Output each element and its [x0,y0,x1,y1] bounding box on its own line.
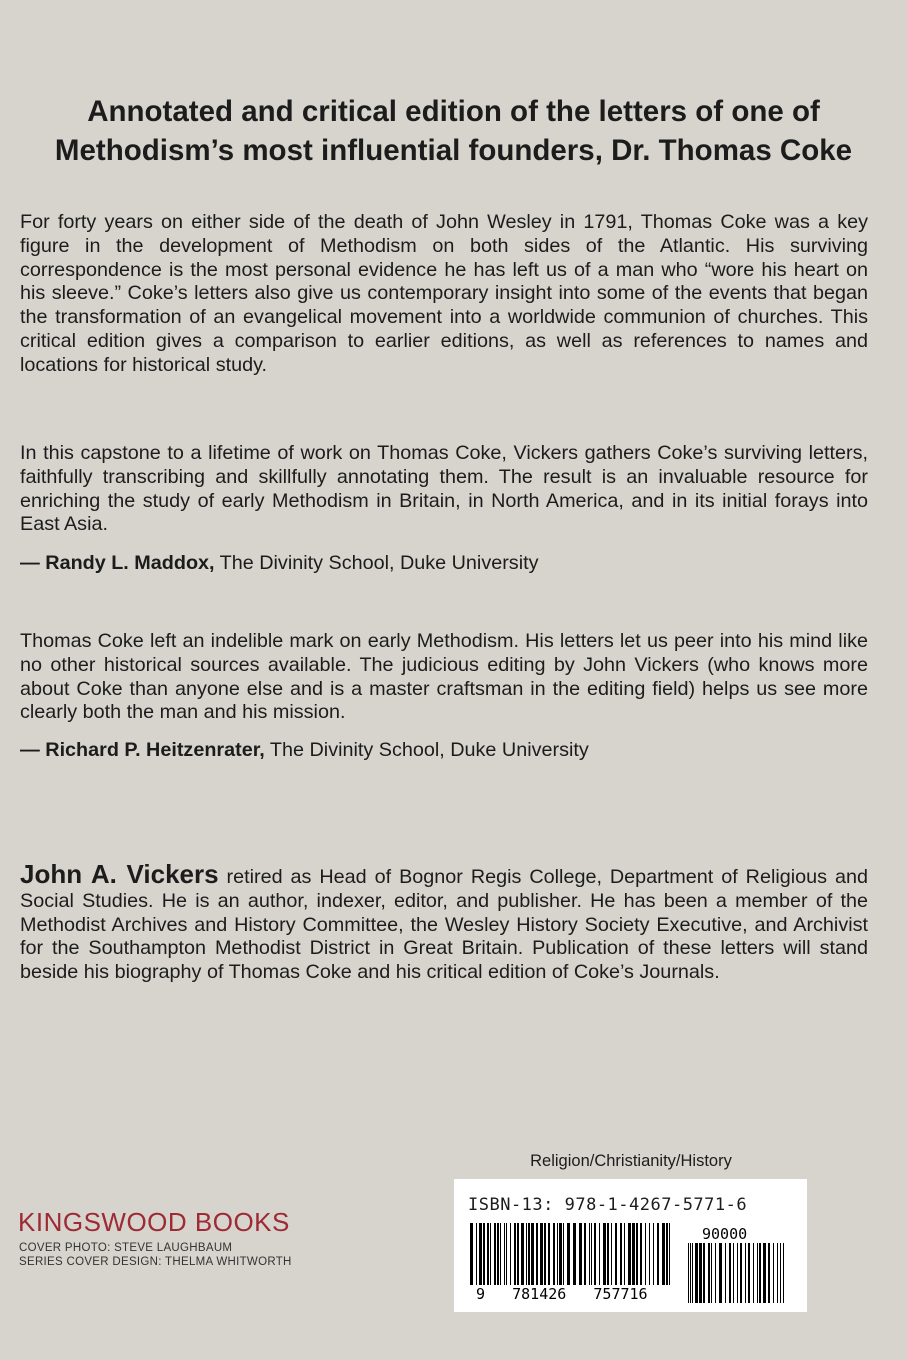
barcode-bar [729,1243,731,1303]
barcode-bar [557,1223,558,1285]
barcode-bar [653,1223,654,1285]
barcode-bar [553,1223,555,1285]
endorsement-attribution-2 [20,738,880,762]
barcode-bar [607,1223,609,1285]
barcode-bar [636,1223,638,1285]
headline [20,92,887,170]
barcode-bar [737,1243,738,1303]
barcode-bar [768,1243,770,1303]
barcode-bar [711,1243,712,1303]
barcode-bar [692,1243,693,1303]
headline-line-2: Methodism’s most influential founders, Dr. Thomas Coke [54,134,853,167]
barcode-bar [780,1243,781,1303]
barcode-bar [666,1223,668,1285]
barcode-bar [773,1243,774,1303]
barcode-bar [544,1223,546,1285]
barcode-bar [703,1243,705,1303]
barcode-bar [497,1223,499,1285]
barcode-bar [699,1243,702,1303]
barcode-bar [510,1223,511,1285]
barcode-bar [591,1223,592,1285]
barcode-bar [688,1243,689,1303]
headline-line-1: Annotated and critical edition of the letters of one of [87,95,820,128]
endorser-name-1: — Randy L. Maddox, [20,552,215,574]
endorser-affiliation-1: The Divinity School, Duke University [214,552,539,574]
cover-photo-credit: COVER PHOTO: STEVE LAUGHBAUM [19,1242,233,1254]
barcode-bar [777,1243,778,1303]
price-code: 90000 [702,1225,748,1243]
barcode-bar [599,1223,600,1285]
barcode-bar [540,1223,543,1285]
main-barcode-bars [470,1223,670,1285]
author-bio [20,859,868,985]
barcode-bar [559,1223,562,1285]
barcode-bar [748,1243,750,1303]
barcode-bar [745,1243,746,1303]
barcode-bar [479,1223,482,1285]
barcode-bar [757,1243,758,1303]
barcode-bar [589,1223,590,1285]
barcode-bar [708,1243,710,1303]
barcode-bar [494,1223,496,1285]
barcode-bar [526,1223,527,1285]
barcode-bar [476,1223,477,1285]
description-paragraph: For forty years on either side of the death of John Wesley in 1791, Thomas Coke was a key figure in the development of Methodism on both sides of the Atlantic. His surviving correspondence is the most personal evidence he has left us of a man who “wore his heart on his sleeve.” Coke’s letters also give us contemporary insight into some of the events that began the transformation of an evangelical movement into a worldwide communion of churches. This critical edition gives a comparison to earlier editions, as well as references to names and locations for historical study. [20,211,868,376]
barcode-bar [500,1223,501,1285]
barcode-bar [490,1223,491,1285]
barcode-bar [521,1223,524,1285]
barcode-bar [695,1243,698,1303]
publisher-name: KINGSWOOD BOOKS [18,1207,290,1237]
barcode-bar [531,1223,534,1285]
barcode-bar [763,1243,766,1303]
author-bio-text: retired as Head of Bognor Regis College, Department of Religious and Social Studies. He is an author, indexer, editor, and publisher. He has been a member of the Methodist Archives and History Committee, the Wesley History Society Executive, and Archivist for the Southampton Methodist District in Great Britain. Publication of these letters will stand beside his biography of Thomas Coke and his critical edition of Coke’s Journals. [20,866,868,984]
barcode-bar [579,1223,582,1285]
category-label: Religion/Christianity/History [530,1152,732,1170]
barcode-bar [528,1223,530,1285]
barcode-bar [615,1223,617,1285]
barcode-bar [594,1223,596,1285]
endorser-affiliation-2: The Divinity School, Duke University [264,739,589,761]
barcode-box [454,1179,807,1312]
barcode-bar [620,1223,622,1285]
barcode-bar [517,1223,519,1285]
barcode-bar [584,1223,586,1285]
endorsement-quote-2: Thomas Coke left an indelible mark on early Methodism. His letters let us peer into his mind like no other historical sources available. The judicious editing by John Vickers (who knows more about Coke than anyone else and is a master craftsman in the editing field) helps us see more clearly both the man and his mission. [20,630,868,724]
barcode-bar [690,1243,691,1303]
barcode-bar [662,1223,665,1285]
barcode-bar [753,1243,754,1303]
barcode-bar [603,1223,606,1285]
barcode-bar [649,1223,650,1285]
barcode-bar [783,1243,784,1303]
author-name: John A. Vickers [20,859,219,889]
barcode-bar [740,1243,742,1303]
barcode-bar [628,1223,631,1285]
barcode-bar [725,1243,726,1303]
barcode-bar [548,1223,550,1285]
barcode-bar [504,1223,505,1285]
endorser-name-2: — Richard P. Heitzenrater, [20,739,265,761]
barcode-bar [573,1223,576,1285]
barcode-bar [719,1243,722,1303]
barcode-bar [759,1243,761,1303]
barcode-bar [640,1223,642,1285]
addon-barcode-bars [688,1243,784,1303]
barcode-digits: 9 781426 757716 [476,1285,648,1303]
barcode-bar [514,1223,516,1285]
endorsement-quote-1: In this capstone to a lifetime of work on Thomas Coke, Vickers gathers Coke’s surviving letters, faithfully transcribing and skillfully annotating them. The result is an invaluable resource for enriching the study of early Methodism in Britain, in North America, and in its initial forays into East Asia. [20,442,868,536]
barcode-bar [487,1223,489,1285]
barcode-bar [506,1223,507,1285]
endorsement-attribution-1 [20,551,880,575]
barcode-bar [624,1223,625,1285]
barcode-bar [632,1223,635,1285]
barcode-bar [483,1223,485,1285]
barcode-bar [657,1223,659,1285]
barcode-bar [567,1223,570,1285]
isbn-label: ISBN-13: 978-1-4267-5771-6 [468,1195,748,1215]
barcode-bar [536,1223,538,1285]
barcode-bar [669,1223,670,1285]
barcode-bar [733,1243,734,1303]
barcode-bar [645,1223,646,1285]
barcode-graphic [454,1179,807,1312]
barcode-bar [470,1223,473,1285]
series-design-credit: SERIES COVER DESIGN: THELMA WHITWORTH [19,1256,292,1268]
barcode-bar [611,1223,612,1285]
barcode-bar [715,1243,716,1303]
barcode-bar [563,1223,564,1285]
